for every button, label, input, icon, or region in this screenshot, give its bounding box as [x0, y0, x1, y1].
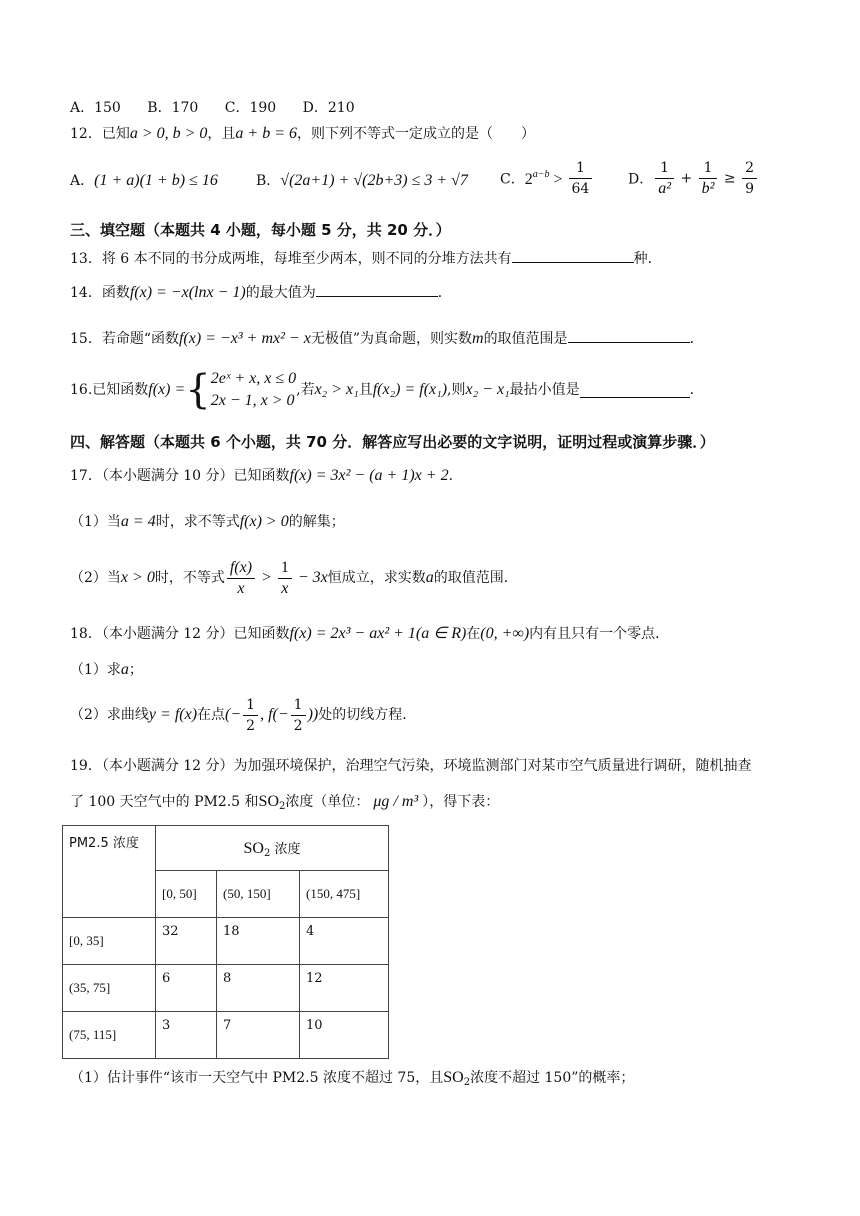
- table-cell: 18: [217, 918, 300, 965]
- so2-pm25-table: [62, 825, 389, 1059]
- q17-part2: （2）当x > 0时，不等式 $\frac{f(x)}{x}$ > $\frac{1}{x}$ − 3x恒成立，求实数a的取值范围．: [70, 558, 518, 597]
- row-label: [0, 35]: [63, 918, 156, 965]
- q19-line2: 了 100 天空气中的 PM2.5 和$SO_2$浓度（单位： μg / m³ ），得下表：: [70, 793, 500, 812]
- q14-blank: [316, 282, 438, 297]
- q17-part1: （1）当a = 4时，求不等式f(x) > 0的解集；: [70, 513, 345, 530]
- q19-part1: （1）估计事件“该市一天空气中 PM2.5 浓度不超过 75，且$SO_2$浓度不超过 150”的概率；: [70, 1069, 635, 1088]
- table-row: [63, 965, 389, 1012]
- table-cell: 7: [217, 1012, 300, 1059]
- q12-option-d: D． $\frac{1}{\text{a²}}$ + $\frac{1}{\text{b²}}$ ≥ $\frac{2}{9}$: [628, 158, 759, 199]
- table-cell: 10: [300, 1012, 389, 1059]
- q13-blank: [512, 248, 634, 263]
- table-cell: 32: [156, 918, 217, 965]
- q16: 16.已知函数f(x) ={ 2eˣ + x, x ≤ 0 2x − 1, x > 0 ,若x₂ > x₁且f(x₂) = f(x₁),则x₂ − x₁最拈小值是 .: [70, 367, 695, 413]
- q16-blank: [580, 383, 690, 398]
- q11-option-d: D．210: [302, 100, 355, 116]
- row-label: (75, 115]: [63, 1012, 156, 1059]
- table-row: [63, 1012, 389, 1059]
- table-cell: 3: [156, 1012, 217, 1059]
- table-cell: 6: [156, 965, 217, 1012]
- q12-stem: 12．已知a > 0, b > 0，且a + b = 6，则下列不等式一定成立的是（ ）: [70, 125, 536, 142]
- q11-options: [70, 98, 355, 118]
- q12-cond2: a + b = 6: [235, 125, 298, 142]
- q11-option-a: A．150: [70, 100, 121, 116]
- q11-option-b: B．170: [147, 100, 199, 116]
- q12-option-c: C．$2^{a-b}$ > $\frac{1}{64}$: [500, 158, 594, 199]
- table-row: [63, 918, 389, 965]
- piecewise-brace: {: [185, 367, 211, 413]
- col-header: (50, 150]: [217, 871, 300, 918]
- col-header: (150, 475]: [300, 871, 389, 918]
- q18-head: 18．（本小题满分 12 分）已知函数f(x) = 2x³ − ax² + 1(a ∈ R)在(0, +∞)内有且只有一个零点．: [70, 625, 670, 642]
- section3-title: 三、填空题（本题共 4 小题，每小题 5 分，共 20 分．）: [70, 221, 451, 239]
- q17-head: 17．（本小题满分 10 分）已知函数f(x) = 3x² − (a + 1)x + 2．: [70, 467, 463, 484]
- table-corner-header: PM2.5 浓度: [63, 826, 156, 918]
- section4-title: 四、解答题（本题共 6 个小题，共 70 分．解答应写出必要的文字说明，证明过程或演算步骤．）: [70, 433, 715, 451]
- q12-option-b: B．√(2a+1) + √(2b+3) ≤ 3 + √7: [256, 172, 468, 189]
- q18-part1: （1）求a；: [70, 661, 143, 678]
- q11-option-c: C．190: [224, 100, 277, 116]
- table-cell: 12: [300, 965, 389, 1012]
- q14: 14．函数f(x) = −x(lnx − 1)的最大值为 ．: [70, 284, 452, 301]
- q12-cond1: a > 0, b > 0: [129, 125, 208, 142]
- col-header: [0, 50]: [156, 871, 217, 918]
- q15-blank: [568, 328, 690, 343]
- q15: 15．若命题“函数f(x) = −x³ + mx² − x无极值”为真命题，则实数m的取值范围是 ．: [70, 330, 704, 347]
- table-cell: 4: [300, 918, 389, 965]
- so2-column-group-header: $SO_2$ 浓度: [156, 826, 389, 871]
- piecewise-cases: 2eˣ + x, x ≤ 0 2x − 1, x > 0: [210, 370, 297, 409]
- q12-optc-fraction: $\frac{1}{64}$: [569, 158, 593, 199]
- row-label: (35, 75]: [63, 965, 156, 1012]
- q18-part2: （2）求曲线y = f(x)在点(− $\frac{1}{2}$ , f(− $\frac{1}{2}$ ))处的切线方程．: [70, 696, 417, 734]
- q12-option-a: A．(1 + a)(1 + b) ≤ 16: [70, 172, 218, 189]
- q13: 13．将 6 本不同的书分成两堆，每堆至少两本，则不同的分堆方法共有 种．: [70, 248, 662, 269]
- q19-line1: 19．（本小题满分 12 分）为加强环境保护，治理空气污染，环境监测部门对某市空气质量进行调研，随机抽查: [70, 758, 752, 774]
- table-cell: 8: [217, 965, 300, 1012]
